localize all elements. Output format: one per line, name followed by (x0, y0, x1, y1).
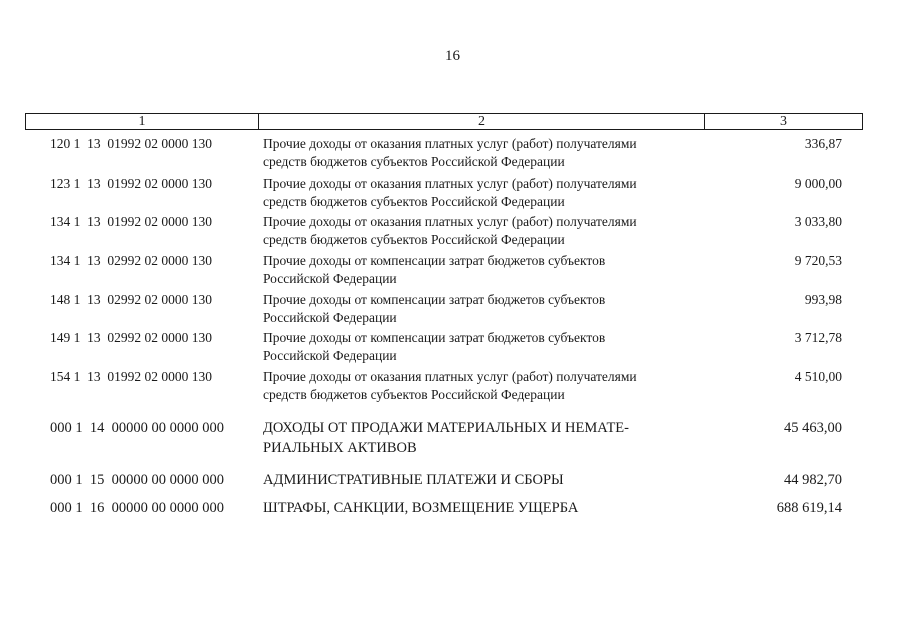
row-name (263, 252, 703, 288)
row-name-line: АДМИНИСТРАТИВНЫЕ ПЛАТЕЖИ И СБОРЫ (263, 472, 564, 488)
row-code: 000 1 14 00000 00 0000 000 (50, 420, 224, 436)
row-amount: 3 712,78 (794, 330, 842, 345)
row-name-line: средств бюджетов субъектов Российской Федерации (263, 154, 565, 169)
page-number: 16 (445, 48, 460, 64)
row-amount: 993,98 (804, 292, 842, 307)
row-amount: 4 510,00 (794, 369, 842, 384)
row-name-line: Прочие доходы от оказания платных услуг (работ) получателями (263, 369, 637, 384)
row-name (263, 498, 703, 518)
row-name-line: средств бюджетов субъектов Российской Федерации (263, 232, 565, 247)
row-code: 148 1 13 02992 02 0000 130 (50, 292, 212, 307)
row-code: 154 1 13 01992 02 0000 130 (50, 369, 212, 384)
column-header-name: 2 (259, 114, 705, 129)
row-name-line: Прочие доходы от компенсации затрат бюджетов субъектов (263, 292, 606, 307)
row-amount: 3 033,80 (794, 214, 842, 229)
row-name (263, 329, 703, 365)
row-name-line: Прочие доходы от компенсации затрат бюджетов субъектов (263, 330, 606, 345)
row-code: 123 1 13 01992 02 0000 130 (50, 176, 212, 191)
row-code: 134 1 13 01992 02 0000 130 (50, 214, 212, 229)
row-code: 000 1 15 00000 00 0000 000 (50, 472, 224, 488)
table-header (25, 113, 863, 130)
row-name (263, 135, 703, 171)
row-amount: 44 982,70 (784, 472, 842, 488)
column-header-code: 1 (26, 114, 259, 129)
row-name (263, 213, 703, 249)
row-name (263, 418, 703, 458)
row-name (263, 175, 703, 211)
row-amount: 336,87 (804, 136, 842, 151)
row-code: 134 1 13 02992 02 0000 130 (50, 253, 212, 268)
row-amount: 45 463,00 (784, 420, 842, 436)
row-code: 000 1 16 00000 00 0000 000 (50, 500, 224, 516)
row-name-line: Прочие доходы от оказания платных услуг (работ) получателями (263, 176, 637, 191)
row-name (263, 470, 703, 490)
row-name-line: Прочие доходы от оказания платных услуг (работ) получателями (263, 214, 637, 229)
row-code: 120 1 13 01992 02 0000 130 (50, 136, 212, 151)
row-name-line: Российской Федерации (263, 271, 397, 286)
row-amount: 9 720,53 (794, 253, 842, 268)
row-amount: 9 000,00 (794, 176, 842, 191)
row-name-line: ДОХОДЫ ОТ ПРОДАЖИ МАТЕРИАЛЬНЫХ И НЕМАТЕ- (263, 420, 629, 436)
row-name-line: средств бюджетов субъектов Российской Федерации (263, 387, 565, 402)
row-name (263, 368, 703, 404)
row-name-line: средств бюджетов субъектов Российской Федерации (263, 194, 565, 209)
row-name-line: Российской Федерации (263, 310, 397, 325)
row-name-line: РИАЛЬНЫХ АКТИВОВ (263, 440, 417, 456)
row-name-line: Прочие доходы от компенсации затрат бюджетов субъектов (263, 253, 606, 268)
row-name-line: Прочие доходы от оказания платных услуг (работ) получателями (263, 136, 637, 151)
row-code: 149 1 13 02992 02 0000 130 (50, 330, 212, 345)
row-name-line: Российской Федерации (263, 348, 397, 363)
row-amount: 688 619,14 (776, 500, 842, 516)
row-name-line: ШТРАФЫ, САНКЦИИ, ВОЗМЕЩЕНИЕ УЩЕРБА (263, 500, 579, 516)
column-header-amount: 3 (780, 114, 787, 129)
row-name (263, 291, 703, 327)
